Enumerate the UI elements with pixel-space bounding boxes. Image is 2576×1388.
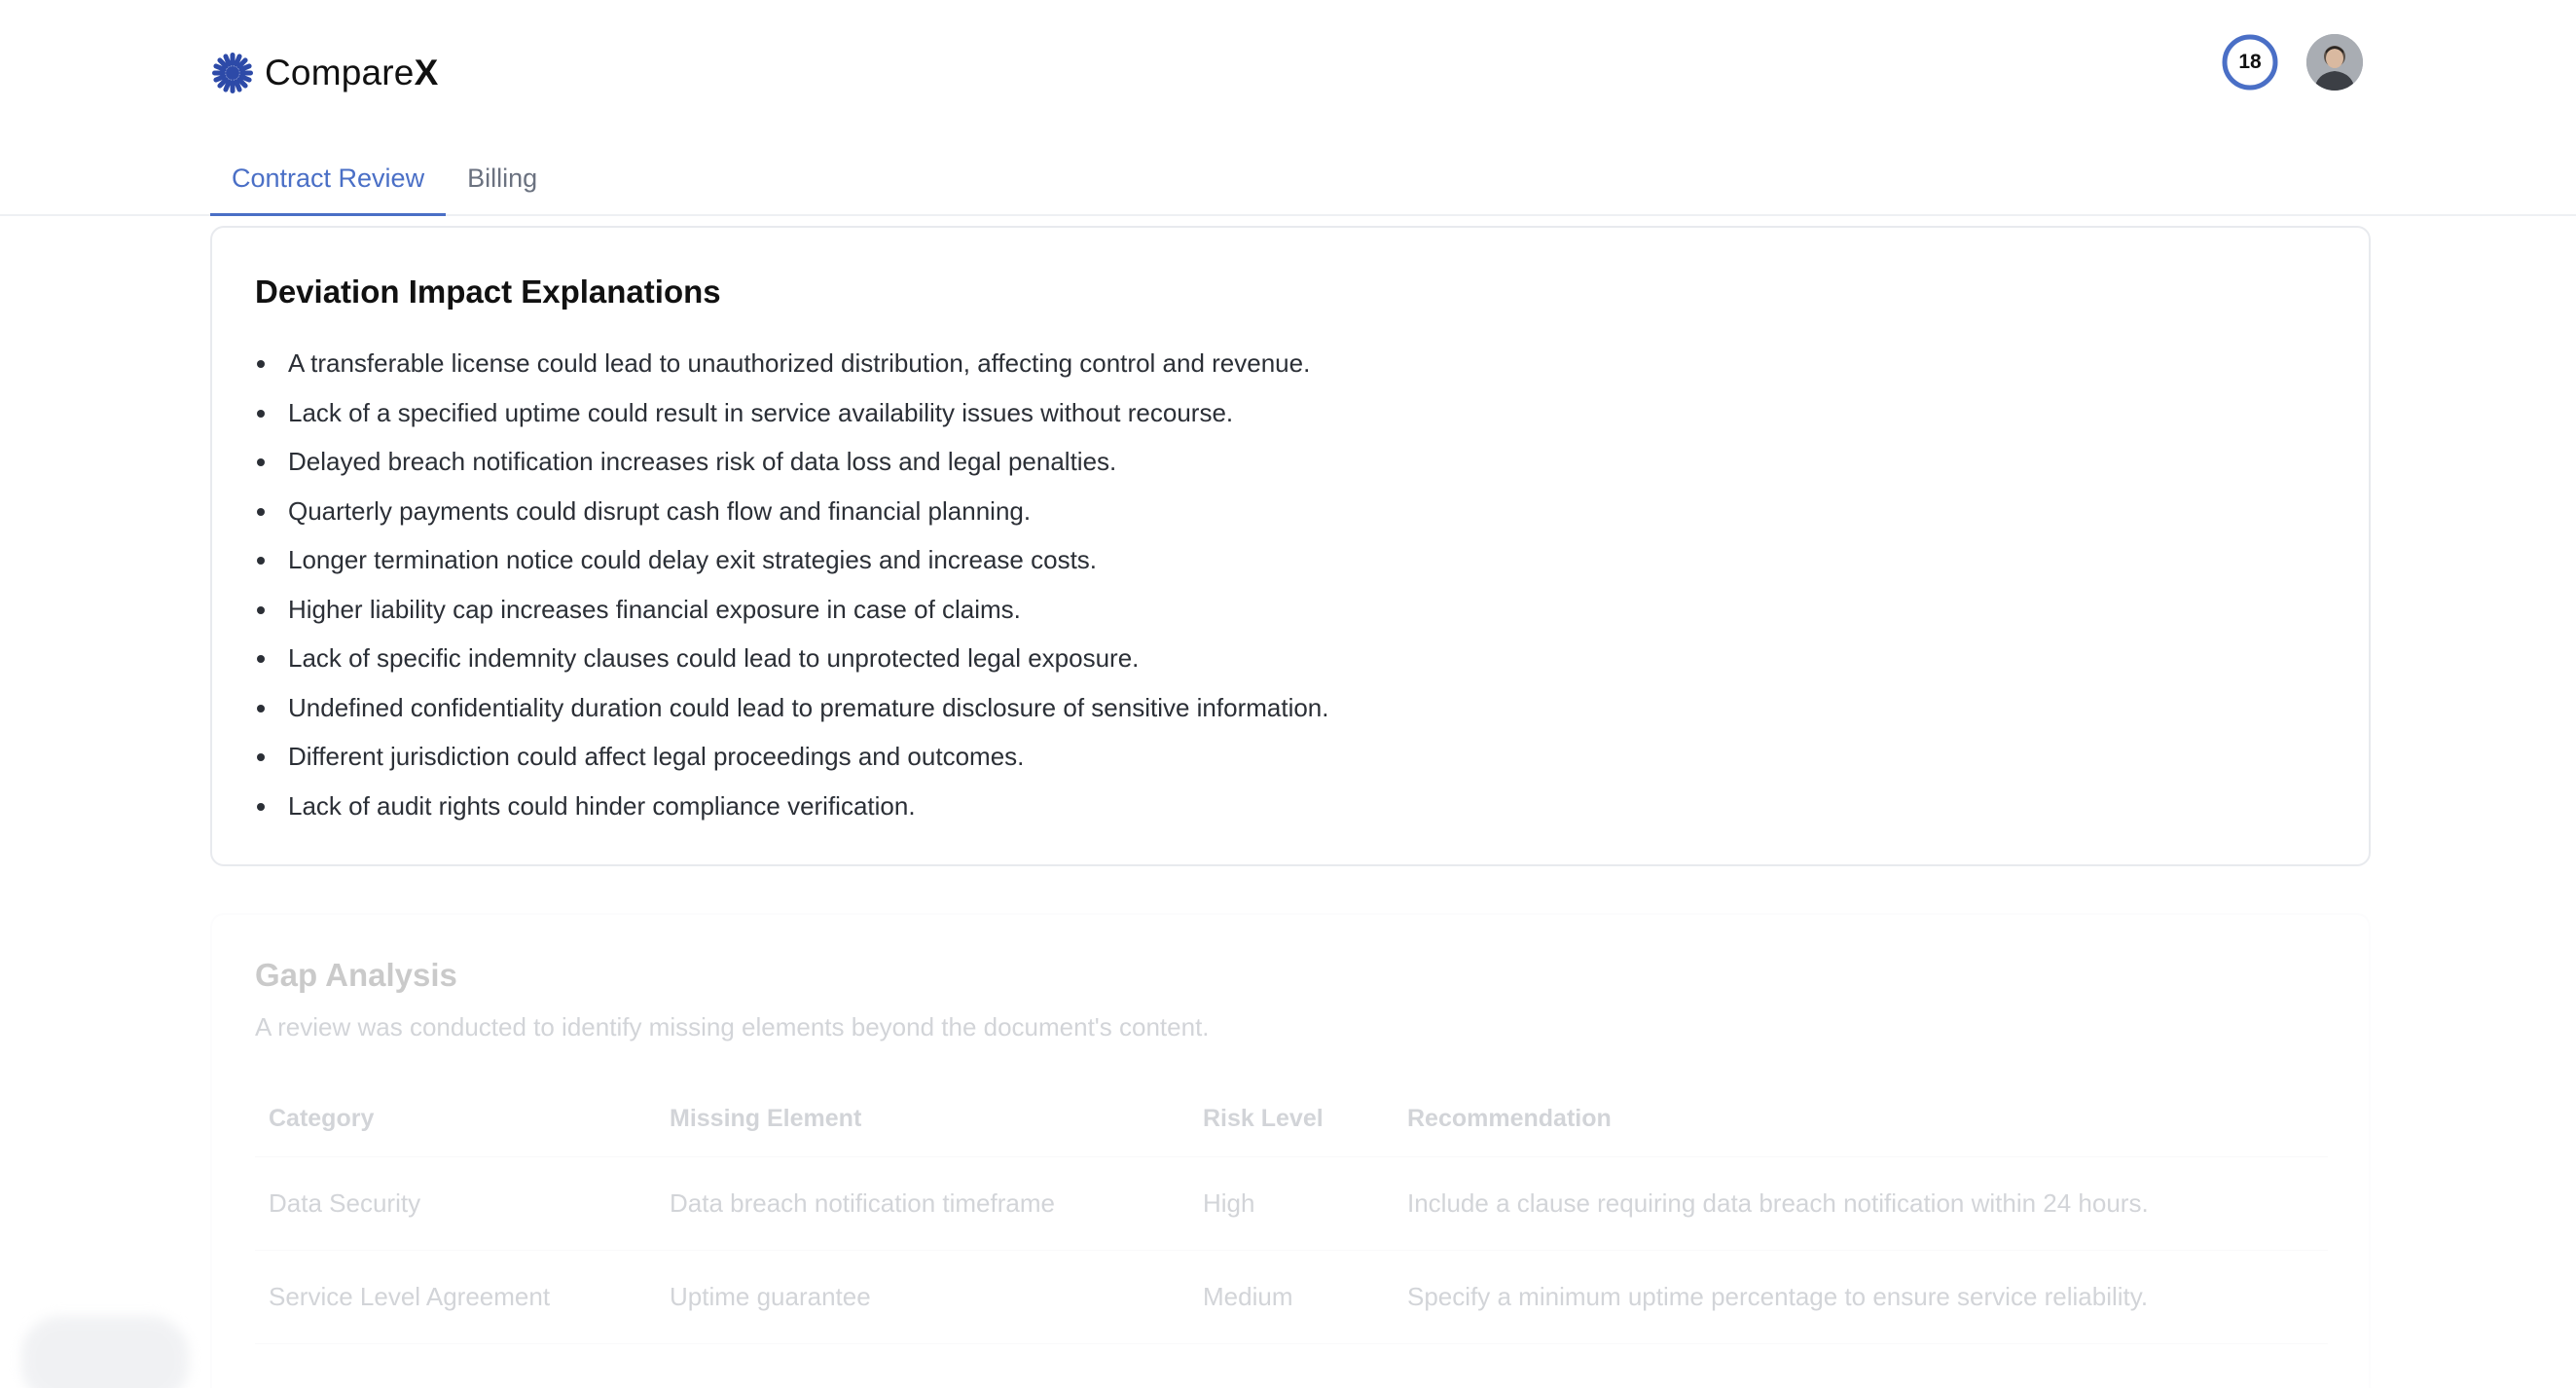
cell-missing-element: Data breach notification timeframe	[656, 1157, 1189, 1251]
list-item: Lack of specific indemnity clauses could lead to unprotected legal exposure.	[255, 634, 2326, 683]
logo-wordmark	[265, 53, 438, 93]
chat-launcher-button[interactable]	[21, 1316, 189, 1388]
avatar[interactable]	[2306, 34, 2363, 91]
tab-contract-review[interactable]: Contract Review	[210, 152, 446, 216]
table-row	[255, 1157, 2328, 1251]
gap-table	[255, 1091, 2328, 1344]
cell-recommendation: Specify a minimum uptime percentage to ensure service reliability.	[1394, 1251, 2328, 1344]
tab-billing[interactable]: Billing	[467, 164, 538, 193]
table-header-row	[255, 1091, 2328, 1157]
list-item: Different jurisdiction could affect legal proceedings and outcomes.	[255, 732, 2326, 782]
cell-risk-level: Medium	[1189, 1251, 1394, 1344]
column-header-category: Category	[255, 1091, 656, 1157]
column-header-recommendation: Recommendation	[1394, 1091, 2328, 1157]
list-item: Undefined confidentiality duration could lead to premature disclosure of sensitive information.	[255, 683, 2326, 733]
logo-icon	[210, 51, 255, 95]
credits-indicator[interactable]	[2221, 33, 2279, 91]
list-item: Lack of a specified uptime could result in service availability issues without recourse.	[255, 388, 2326, 438]
list-item: Quarterly payments could disrupt cash flow and financial planning.	[255, 487, 2326, 536]
list-item: Lack of audit rights could hinder compliance verification.	[255, 782, 2326, 831]
credits-count: 18	[2238, 51, 2262, 73]
logo-x: X	[414, 53, 439, 92]
cell-missing-element: Uptime guarantee	[656, 1251, 1189, 1344]
list-item: A transferable license could lead to unauthorized distribution, affecting control and revenue.	[255, 339, 2326, 388]
list-item: Longer termination notice could delay exit strategies and increase costs.	[255, 535, 2326, 585]
gap-subtitle: A review was conducted to identify missing elements beyond the document's content.	[255, 1012, 1210, 1041]
cell-category: Service Level Agreement	[255, 1251, 656, 1344]
header-actions	[2221, 33, 2363, 91]
logo-text: Compare	[265, 53, 415, 92]
column-header-risk-level: Risk Level	[1189, 1091, 1394, 1157]
tab-bar	[210, 152, 559, 216]
deviation-title: Deviation Impact Explanations	[255, 274, 721, 310]
column-header-missing-element: Missing Element	[656, 1091, 1189, 1157]
user-avatar-icon	[2306, 34, 2363, 91]
gap-analysis-card	[210, 913, 2371, 1388]
cell-category: Data Security	[255, 1157, 656, 1251]
list-item: Higher liability cap increases financial exposure in case of claims.	[255, 585, 2326, 635]
gap-title: Gap Analysis	[255, 957, 457, 993]
cell-recommendation: Include a clause requiring data breach notification within 24 hours.	[1394, 1157, 2328, 1251]
table-row	[255, 1251, 2328, 1344]
deviation-list	[255, 339, 2326, 830]
top-header	[0, 0, 2576, 216]
list-item: Delayed breach notification increases risk of data loss and legal penalties.	[255, 437, 2326, 487]
deviation-card	[210, 226, 2371, 866]
logo[interactable]	[210, 47, 438, 99]
cell-risk-level: High	[1189, 1157, 1394, 1251]
